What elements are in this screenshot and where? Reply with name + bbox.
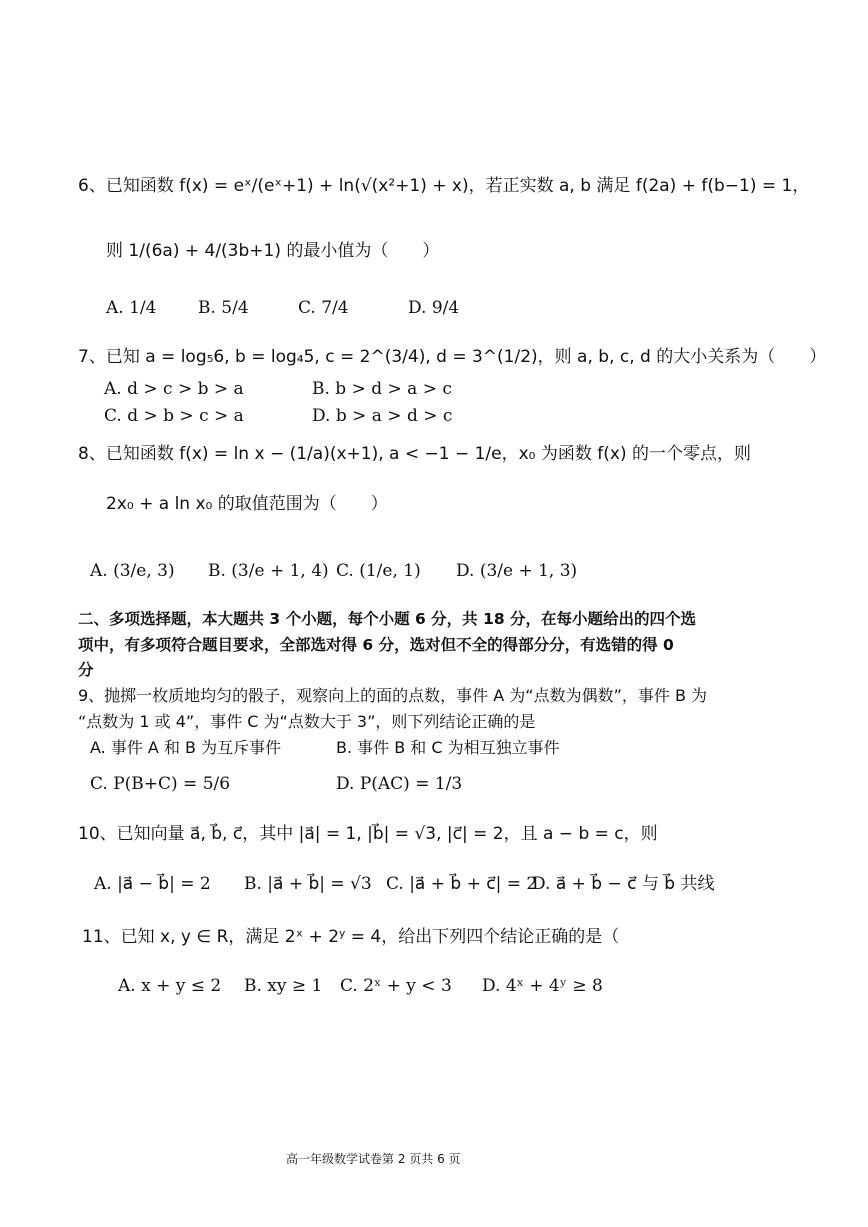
q11-option-b: B. xy ≥ 1 bbox=[244, 976, 323, 996]
q8-line1: 8、已知函数 f(x) = ln x − (1/a)(x+1), a < −1 − 1/e，x₀ 为函数 f(x) 的一个零点，则 bbox=[78, 444, 751, 464]
q6-option-b: B. 5/4 bbox=[198, 298, 249, 318]
q8-option-c: C. (1/e, 1) bbox=[336, 561, 421, 581]
q9-option-a: A. 事件 A 和 B 为互斥事件 bbox=[90, 738, 282, 757]
q11-stem: 11、已知 x, y ∈ R，满足 2ˣ + 2ʸ = 4，给出下列四个结论正确的是（ bbox=[82, 927, 620, 947]
q8-option-d: D. (3/e + 1, 3) bbox=[456, 561, 578, 581]
q6-line2: 则 1/(6a) + 4/(3b+1) 的最小值为（ ） bbox=[106, 241, 440, 261]
q8-option-b: B. (3/e + 1, 4) bbox=[208, 561, 329, 581]
q9-option-d: D. P(AC) = 1/3 bbox=[336, 774, 463, 794]
q6-option-d: D. 9/4 bbox=[408, 298, 460, 318]
q6-option-a: A. 1/4 bbox=[106, 298, 157, 318]
section2-line3: 分 bbox=[78, 661, 94, 679]
page-footer: 高一年级数学试卷第 2 页共 6 页 bbox=[286, 1152, 461, 1166]
q10-option-d: D. a⃗ + b⃗ − c⃗ 与 b⃗ 共线 bbox=[532, 874, 715, 894]
q6-line1: 6、已知函数 f(x) = eˣ/(eˣ+1) + ln(√(x²+1) + x)，若正实数 a, b 满足 f(2a) + f(b−1) = 1， bbox=[78, 176, 810, 196]
q7-stem: 7、已知 a = log₅6, b = log₄5, c = 2^(3/4), d = 3^(1/2)，则 a, b, c, d 的大小关系为（ ） bbox=[78, 347, 827, 367]
q10-option-b: B. |a⃗ + b⃗| = √3 bbox=[244, 874, 372, 894]
q9-option-c: C. P(B+C) = 5/6 bbox=[90, 774, 231, 794]
q10-stem: 10、已知向量 a⃗, b⃗, c⃗，其中 |a⃗| = 1, |b⃗| = √3, |c⃗| = 2，且 a − b = c，则 bbox=[78, 824, 658, 844]
q8-line2: 2x₀ + a ln x₀ 的取值范围为（ ） bbox=[106, 494, 388, 514]
q11-option-a: A. x + y ≤ 2 bbox=[118, 976, 222, 996]
q6-option-c: C. 7/4 bbox=[298, 298, 349, 318]
q9-option-b: B. 事件 B 和 C 为相互独立事件 bbox=[336, 738, 560, 757]
q10-option-a: A. |a⃗ − b⃗| = 2 bbox=[94, 874, 211, 894]
section2-line1: 二、多项选择题，本大题共 3 个小题，每个小题 6 分，共 18 分，在每小题给出的四个选 bbox=[78, 610, 697, 628]
q8-option-a: A. (3/e, 3) bbox=[90, 561, 175, 581]
q7-option-a: A. d > c > b > a bbox=[104, 379, 244, 399]
q10-option-c: C. |a⃗ + b⃗ + c⃗| = 2 bbox=[386, 874, 538, 894]
q7-option-d: D. b > a > d > c bbox=[312, 406, 453, 426]
section2-line2: 项中，有多项符合题目要求，全部选对得 6 分，选对但不全的得部分分，有选错的得 0 bbox=[78, 636, 674, 654]
q11-option-d: D. 4ˣ + 4ʸ ≥ 8 bbox=[482, 976, 603, 996]
q11-option-c: C. 2ˣ + y < 3 bbox=[340, 976, 452, 996]
q9-line2: “点数为 1 或 4”，事件 C 为“点数大于 3”，则下列结论正确的是 bbox=[78, 712, 536, 731]
q7-option-c: C. d > b > c > a bbox=[104, 406, 244, 426]
q7-option-b: B. b > d > a > c bbox=[312, 379, 452, 399]
q9-line1: 9、抛掷一枚质地均匀的骰子，观察向上的面的点数，事件 A 为“点数为偶数”，事件 B 为 bbox=[78, 686, 708, 705]
